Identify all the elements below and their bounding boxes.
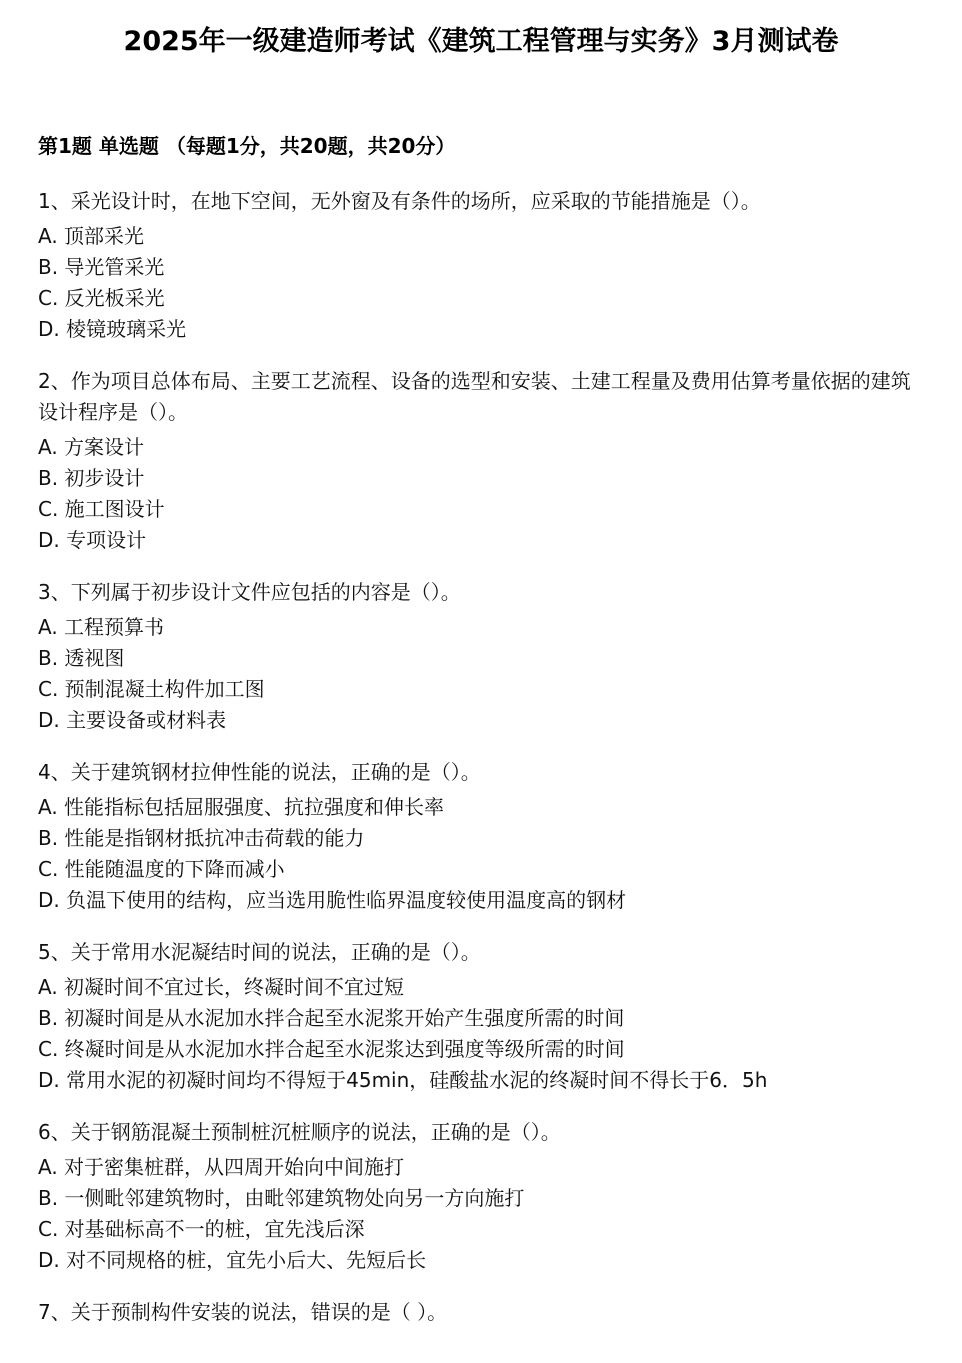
question-2 [38,366,928,556]
option-d: D. 棱镜玻璃采光 [38,317,187,341]
question-list [38,186,928,1349]
option-c: C. 反光板采光 [38,286,165,310]
question-1 [38,186,928,345]
question-stem: 7、关于预制构件安装的说法，错误的是（ ）。 [38,1300,448,1324]
option-b: B. 一侧毗邻建筑物时，由毗邻建筑物处向另一方向施打 [38,1186,525,1210]
option-a: A. 对于密集桩群，从四周开始向中间施打 [38,1155,405,1179]
option-c: C. 终凝时间是从水泥加水拌合起至水泥浆达到强度等级所需的时间 [38,1037,625,1061]
question-stem: 4、关于建筑钢材拉伸性能的说法，正确的是（）。 [38,760,481,784]
option-c: C. 施工图设计 [38,497,165,521]
option-a: A. 方案设计 [38,435,145,459]
question-6 [38,1117,928,1276]
option-a: A. 工程预算书 [38,615,165,639]
question-5 [38,937,928,1096]
option-b: B. 初凝时间是从水泥加水拌合起至水泥浆开始产生强度所需的时间 [38,1006,625,1030]
option-c: C. 预制混凝土构件加工图 [38,677,265,701]
option-b: B. 初步设计 [38,466,145,490]
option-d: D. 常用水泥的初凝时间均不得短于45min，硅酸盐水泥的终凝时间不得长于6．5h [38,1068,768,1092]
question-stem: 1、采光设计时，在地下空间，无外窗及有条件的场所，应采取的节能措施是（）。 [38,189,761,213]
option-c: C. 对基础标高不一的桩，宜先浅后深 [38,1217,365,1241]
question-stem: 3、下列属于初步设计文件应包括的内容是（）。 [38,580,461,604]
question-stem: 6、关于钢筋混凝土预制桩沉桩顺序的说法，正确的是（）。 [38,1120,561,1144]
question-stem: 2、作为项目总体布局、主要工艺流程、设备的选型和安装、土建工程量及费用估算考量依据的建筑设计程序是（）。 [38,369,911,424]
option-a: A. 性能指标包括屈服强度、抗拉强度和伸长率 [38,795,445,819]
option-b: B. 透视图 [38,646,125,670]
option-d: D. 专项设计 [38,528,147,552]
option-d: D. 主要设备或材料表 [38,708,227,732]
option-c: C. 性能随温度的下降而减小 [38,857,285,881]
question-3 [38,577,928,736]
option-d: D. 对不同规格的桩，宜先小后大、先短后长 [38,1248,427,1272]
option-b: B. 性能是指钢材抵抗冲击荷载的能力 [38,826,365,850]
option-d: D. 负温下使用的结构，应当选用脆性临界温度较使用温度高的钢材 [38,888,627,912]
question-4 [38,757,928,916]
question-stem: 5、关于常用水泥凝结时间的说法，正确的是（）。 [38,940,481,964]
option-a: A. 初凝时间不宜过长，终凝时间不宜过短 [38,975,405,999]
document-title: 2025年一级建造师考试《建筑工程管理与实务》3月测试卷 [123,26,839,57]
option-b: B. 导光管采光 [38,255,165,279]
question-7 [38,1297,928,1328]
option-a: A. 顶部采光 [38,224,145,248]
section-heading: 第1题 单选题 （每题1分，共20题，共20分） [38,134,456,158]
